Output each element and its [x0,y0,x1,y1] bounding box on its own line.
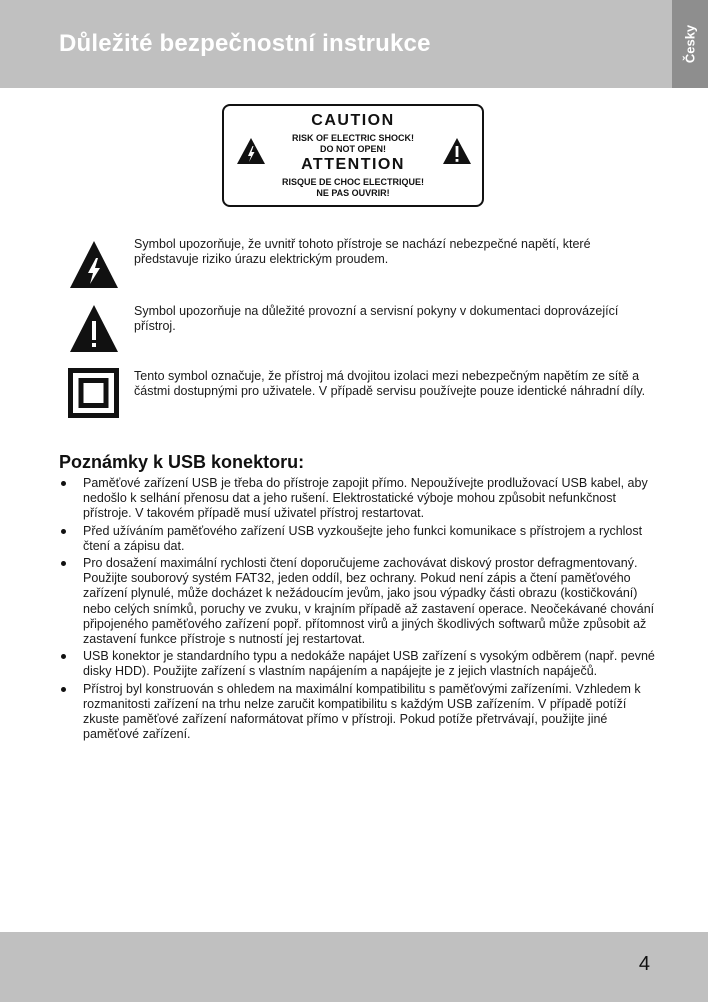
risque-text: RISQUE DE CHOC ELECTRIQUE! [281,177,424,187]
list-item-text: Přístroj byl konstruován s ohledem na maximální kompatibilitu s paměťovými zařízeními. Vzhledem k rozmanitosti zařízení na trhu nelze zaručit kompatibilitu s každým USB zařízením. V případě potíží zkuste paměťové zařízení naformátovat přímo v přístroji. Pokud potíže přetrvávají, použijte jiné paměťové zařízení. [83,681,641,742]
bullet-dot [61,481,66,486]
exclamation-triangle-icon [442,137,472,165]
list-item [58,649,662,679]
language-label: Česky [682,24,698,64]
header-bar [0,0,708,88]
ne-pas-ouvrir-text: NE PAS OUVRIR! [316,188,390,198]
risk-text: RISK OF ELECTRIC SHOCK! [291,133,414,143]
bullet-dot [61,654,66,659]
lightning-triangle-icon [69,240,119,289]
list-item [58,476,662,522]
bullet-dot [61,561,66,566]
list-item-text: Pro dosažení maximální rychlosti čtení doporučujeme zachovávat diskový prostor defragmentovaný. Použijte souborový systém FAT32, jeden oddíl, bez ochrany. Pokud není zápis a čtení paměťového zařízení plynulé, může docházet k nežádoucím jevům, jako jsou výpadky části obrazu (kostičkování) nebo celých snímků, poruchy ve zvuku, v krajním případě až zastavení operace. Neočekávané chování připojeného paměťového zařízení popř. přítomnost virů a jiných škodlivých softwarů může způsobit až zastavení funkce přístroje s nutností jej restartovat. [83,556,655,647]
list-item [58,524,662,554]
symbol-description-double-insulation: Tento symbol označuje, že přístroj má dvojitou izolaci mezi nebezpečným napětím ze sítě a částmi dostupnými pro uživatele. V případě servisu používejte pouze identické náhradní díly. [134,369,646,398]
symbol-description-lightning: Symbol upozorňuje, že uvnitř tohoto přístroje se nachází nebezpečné napětí, které představuje riziko úrazu elektrickým proudem. [134,237,591,266]
list-item-text: USB konektor je standardního typu a nedokáže napájet USB zařízení s vysokým odběrem (např. pevné disky HDD). Použijte zařízení s vlastním napájením a napájejte je z jejich vlastních napáječů. [83,649,655,679]
symbol-description-exclamation: Symbol upozorňuje na důležité provozní a servisní pokyny v dokumentaci doprovázející přístroj. [134,304,619,333]
lightning-triangle-icon [236,137,266,165]
list-item-text: Paměťové zařízení USB je třeba do přístroje zapojit přímo. Nepoužívejte prodlužovací USB kabel, aby nedošlo k selhání přenosu dat a jeho rušení. Elektrostatické výboje mohou způsobit nefunkčnost přístroje. V takovém případě musí uživatel přístroj restartovat. [83,476,648,521]
page-title: Důležité bezpečnostní instrukce [59,30,431,57]
double-square-icon [68,368,119,418]
caution-heading: CAUTION [311,112,395,129]
do-not-open-text: DO NOT OPEN! [319,144,386,154]
list-item-text: Před užíváním paměťového zařízení USB vyzkoušejte jeho funkci komunikace s přístrojem a rychlost čtení a zápisu dat. [83,523,643,553]
section-title-usb: Poznámky k USB konektoru: [59,452,305,472]
caution-box [222,104,484,207]
list-item [58,682,662,743]
bullet-dot [61,687,66,692]
list-item [58,556,662,647]
page-number: 4 [638,953,650,975]
language-tab [672,0,708,88]
bullet-dot [61,529,66,534]
footer-bar [0,932,708,1002]
usb-notes-list [58,476,662,744]
attention-heading: ATTENTION [301,156,405,173]
exclamation-triangle-icon [69,304,119,353]
